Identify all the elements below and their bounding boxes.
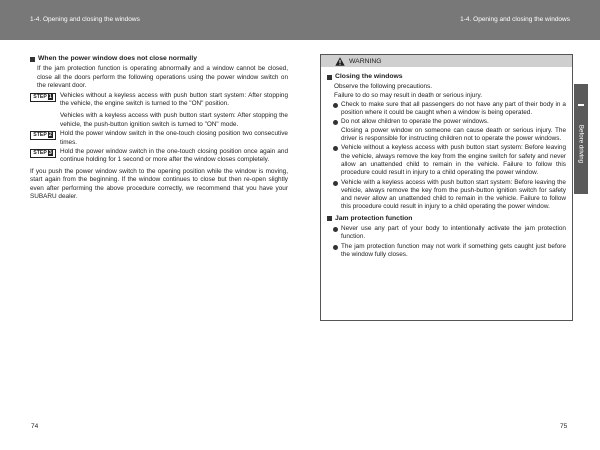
warning-bullet: Vehicle without a keyless access with push button start system: Before leaving the vehicle, always remove the key from the engine switch for safety and never allow an unattended child to remain in the vehicle. Failure to follow this procedure could result in injury to a child operating the power window. <box>327 144 566 177</box>
section-square-icon <box>327 216 332 221</box>
step-badge-2: STEP 2 <box>30 131 56 140</box>
step-3 <box>30 148 288 165</box>
warning-bullet: Never use any part of your body to intentionally activate the jam protection function. <box>327 225 566 242</box>
intro-paragraph: If the jam protection function is operating abnormally and a window cannot be closed, close all the doors perform the following operations using the power window switch on the relevant door. <box>37 65 288 90</box>
step-2 <box>30 130 288 147</box>
bullet-icon <box>333 103 338 108</box>
bullet-icon <box>333 181 338 186</box>
bullet-subtext: Closing a power window on someone can cause death or serious injury. The driver is responsible for instructing children not to operate the power windows. <box>341 126 566 143</box>
observe-text: Observe the following precautions. <box>334 83 433 91</box>
header-bar <box>0 0 600 40</box>
bullet-icon <box>333 146 338 151</box>
warning-bullet: Check to make sure that all passengers do not have any part of their body in a position where it could be caught when a window is being operated. <box>327 101 566 118</box>
chapter-side-tab[interactable] <box>574 84 588 194</box>
step-1-text-alt: Vehicles with a keyless access with push button start system: After stopping the vehicle, the push-button ignition switch is turned to "ON" mode. <box>60 112 288 128</box>
step-1-text: Vehicles without a keyless access with push button start system: After stopping the vehicle, the engine switch is turned to the "ON" position. <box>60 91 288 108</box>
step-badge-1: STEP 1 <box>30 93 56 102</box>
section-square-icon <box>327 75 332 80</box>
header-title-left: 1-4. Opening and closing the windows <box>30 16 140 23</box>
warning-bullet: Do not allow children to operate the power windows. Closing a power window on someone can cause death or serious injury. The driver is responsible for instructing children not to operate the power windows. <box>327 118 566 143</box>
bullet-icon <box>333 120 338 125</box>
section-square-icon <box>30 57 35 62</box>
left-column <box>30 55 288 202</box>
warning-box <box>320 54 573 321</box>
page-number-right: 75 <box>560 423 568 430</box>
page-number-left: 74 <box>31 423 39 430</box>
section-heading-closing: Closing the windows <box>327 73 566 81</box>
step-2-text: Hold the power window switch in the one-touch closing position two consecutive times. <box>60 130 288 146</box>
outro-paragraph: If you push the power window switch to the opening position while the window is moving, start again from the beginning. If the window continues to close but then re-open slightly even after performing the above procedure correctly, we recommend that you have your SUBARU dealer. <box>30 167 288 201</box>
warning-title: WARNING <box>349 57 382 65</box>
warning-header <box>321 55 572 67</box>
warning-bullet: Vehicle with a keyless access with push button start system: Before leaving the vehicle, always remove the key from the push-button ignition switch for safety and never allow an unattended child to remain in the vehicle. Failure to follow this procedure could result in injury to a child operating the power window. <box>327 179 566 212</box>
page-gutter <box>298 40 302 450</box>
bullet-icon <box>333 227 338 232</box>
step-badge-3: STEP 3 <box>30 149 56 158</box>
section-heading-jam: Jam protection function <box>327 215 566 223</box>
warning-bullet: The jam protection function may not work if something gets caught just before the window fully closes. <box>327 243 566 260</box>
header-title-right: 1-4. Opening and closing the windows <box>460 16 570 23</box>
step-1 <box>30 92 288 130</box>
chapter-label: Before driving <box>577 124 585 164</box>
bullet-icon <box>333 245 338 250</box>
failure-text: Failure to do so may result in death or serious injury. <box>334 91 482 99</box>
warning-triangle-icon <box>335 57 345 66</box>
step-3-text: Hold the power window switch in the one-touch closing position once again and continue holding for 1 second or more after the window closes completely. <box>60 148 288 164</box>
section-heading-not-closing: When the power window does not close normally <box>30 55 288 63</box>
